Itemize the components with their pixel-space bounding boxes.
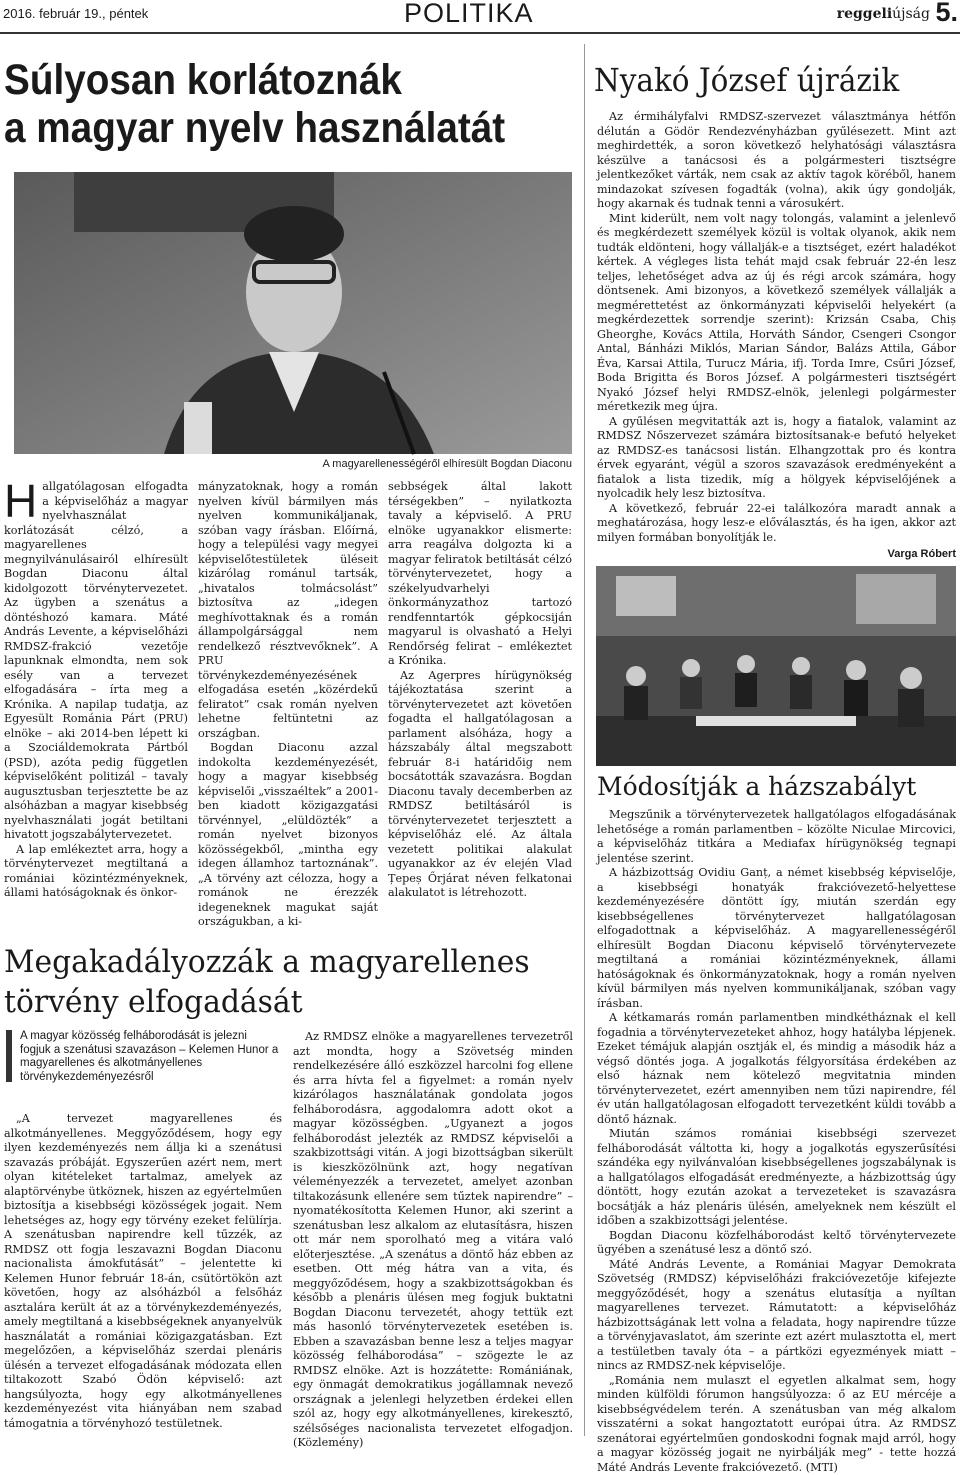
main-article-col2 [198,480,378,900]
header-rule [0,32,960,34]
bottom-headline-line1: Megakadályozzák a magyarellenes [4,942,561,982]
headline-line1: Súlyosan korlátoznák [4,56,526,104]
brand-logo [837,6,930,22]
photo-illustration [14,172,572,454]
main-headline [4,56,526,152]
bottom-lead: A magyar közösség felháborodását is jelezni fogjuk a szenátusi szavazáson – Kelemen Hunor a magyarellenes és alkotmányellenes törvénykezdeményezésről [20,1030,280,1084]
nyako-p4: A következő, február 22-ei találkozóra maradt annak a meghatározása, hogy lesz-e előválasztás, és ha igen, akkor azt milyen formában bonyolítják le. [597,502,956,546]
main-article-col3 [388,480,572,900]
main-col1-p2: A lap emlékeztet arra, hogy a törvénytervezet megtiltaná a romániai közintézményeknek, állami hatóságoknak és önkor- [4,843,188,901]
brand-bold: reggeli [837,6,892,22]
nyako-body [597,110,956,550]
nyako-p3: A gyűlésen megvitatták azt is, hogy a fiatalok, valamint az RMDSZ Nőszervezet számára biztosítsanak-e befutó helyeket az RMDSZ-es tanácsosi listán. Elhangzottak pro és kontra érvek egyaránt, végül a szoros szavazások eredményeként a fiatalok a lista tizedik, míg a hölgyek képviselőjének a nyolcadik hely lesz biztosítva. [597,415,956,502]
main-article-col1 [4,480,188,900]
meeting-photo [596,566,956,766]
nyako-author: Varga Róbert [760,548,956,560]
hazszabaly-p4: Miután számos romániai kisebbségi szervezet felháborodását váltotta ki, hogy a jogalkotás egyszerűsítési szándéka egy nyilvánvalóan kisebbségellenes jogszabálynak is a hallgatólagos elfogadását eredményezte, a házbizottság úgy döntött, hogy ezután azokat a tervezeteket is szavazásra bocsátják a ház plenáris ülésén, amelyeknek nem készült el időben a szakbizottsági jelentése. [597,1127,956,1229]
column-rule [584,44,585,1436]
nyako-headline: Nyakó József újrázik [594,60,931,100]
bottom-headline [4,942,561,1022]
hazszabaly-p2: A házbizottság Ovidiu Ganț, a német kisebbség képviselője, a kisebbségi honatyák frakcióvezető-helyettese kezdeményezésére döntött így, miután szerdán egy kisebbségellenes törvénytervezet hallgatólagosan elfogadottnak a képviselőház. A magyarellenességéről elhíresült Bogdan Diaconu képviselő törvénytervezete megtiltaná a romániai közintézményeknek, állami hatóságoknak és önkormányzatoknak, hogy a román nyelven kívül bármilyen más nyelven kommunikáljanak, szóban vagy írásban. [597,866,956,1011]
hazszabaly-headline: Módosítják a házszabályt [597,770,960,804]
nyako-p1: Az érmihályfalvi RMDSZ-szervezet választmánya hétfőn délután a Gödör Rendezvényházban gyűlésezett. Mint azt meghirdették, a soron következő helyhatósági választásra készülve a tanácsosi és a polgármesteri tisztségre jelentkezőket várták, nem csak az aktív tagok köréből, hanem mindazokat szívesen fogadták (volna), akik úgy gondolják, hogy akarnak és tudnak tenni a városukért. [597,110,956,212]
meeting-illustration [596,566,956,766]
headline-line2: a magyar nyelv használatát [4,104,526,152]
nyako-p2: Mint kiderült, nem volt nagy tolongás, valamint a jelenlevő és megkérdezett személyek közül is voltak olyanok, akik nem tudták eldönteni, hogy vállalják-e a tisztséget, ezért haladékot kértek. A végleges lista tehát majd csak február 22-én lesz teljes, lehetőséget adva az új és régi arcok számára, hogy döntsenek. Ami bizonyos, a következő személyek vállalják a megmérettetést az önkormányzati képviselői helyekért (a megkérdezettek sorrendje szerint): Krizsán Csaba, Chiș Gheorghe, Kovács Attila, Horváth Sándor, Csengeri Csongor Antal, Bánházi Miklós, Marian Sándor, Balázs Attila, Gábor Éva, Karsai Attila, Turucz Mária, ifj. Torda Imre, Csűri József, Boda Brigitta és Boros József. A polgármesteri tisztségért Nyakó József helyi RMDSZ-elnök, jelenlegi polgármester méretkezik meg újra. [597,212,956,415]
brand-rest: újság [892,6,930,22]
dropcap: H [4,482,37,520]
bottom-col2 [293,1030,573,1440]
politician-photo [14,172,572,454]
hazszabaly-body [597,808,956,1442]
hazszabaly-p5: Bogdan Diaconu közfelháborodást keltő törvénytervezete ügyében a szenátusé lesz a döntő szó. [597,1229,956,1258]
bottom-col1 [4,1112,282,1440]
bottom-col1-text: „A tervezet magyarellenes és alkotmányellenes. Meggyőződésem, hogy egy ilyen kezdeményezés nem állja ki a szenátusi szavazás próbáját. Egyszerűen azért nem, mert olyan kitételeket tartalmaz, amelyek az alaptörvénybe ütköznek, hiszen az egyértelműen biztosítja a kisebbségi közösségek jogait. Nem lehetséges az, hogy egy törvény ezeket felülírja. A szenátusban napirendre kell tűzzék, az RMDSZ ott fogja leszavazni Bogdan Diaconu nacionalista ámokfutását” – jelentette ki Kelemen Hunor február 18-án, csütörtökön azt követően, hogy az alsóházból a felsőház asztalára került át az a törvénykezdeményezés, amely megtiltaná a kisebbségeknek anyanyelvük használatát a romániai közigazgatásban. Ezt megelőzően, a képviselőház szerdai plenáris ülésén a tervezet elfogadásának módozata ellen tiltakozott Szabó Ödön képviselő: azt hangsúlyozta, hogy egy alkotmányellenes kezdeményezést vita hiányában nem szabad támogatnia a törvényhozó testületnek. [4,1112,282,1431]
hazszabaly-p7: „Románia nem mulaszt el egyetlen alkalmat sem, hogy minden külföldi fórumon hangsúlyozza: ő az EU mércéje a kisebbségvédelem terén. A szenátusban van még alkalom visszatérni a sokat hangoztatott európai útra. Az RMDSZ szenátorai egyértelműen gondoskodni fognak majd arról, hogy a magyar közösség jogait ne nyirbálják meg” - tette hozzá Máté András Levente frakcióvezető. (MTI) [597,1374,956,1475]
photo-caption: A magyarellenességéről elhíresült Bogdan Diaconu [300,458,572,470]
header-date: 2016. február 19., péntek [3,6,148,21]
main-col2-p2: Bogdan Diaconu azzal indokolta kezdeményezését, hogy a magyar kisebbség képviselői „visszaéltek” a 2001-ben kiadott közigazgatási törvénnyel, „elüldözték” a román nyelvet bizonyos közösségekből, „mintha egy idegen államhoz tartoznának”. „A törvény azt célozza, hogy a románok ne érezzék idegeneknek magukat saját országukban, a ki- [198,741,378,930]
main-col3-p2: Az Agerpres hírügynökség tájékoztatása szerint a törvénytervezetet azt követően fogadta el hallgatólagosan a parlament alsóháza, hogy a házszabály által megszabott február 8-i határidőig nem bocsátották szavazásra. Bogdan Diaconu tavaly decemberben az RMDSZ betiltásáról is törvénytervezetet terjesztett a képviselőház elé. Az általa vezetett politikai alakulat ugyanakkor az év elején Vlad Țepeș Őrjárat néven felkatonai alakulatot is létrehozott. [388,669,572,901]
hazszabaly-p6: Máté András Levente, a Romániai Magyar Demokrata Szövetség (RMDSZ) képviselőházi frakcióvezetője kifejezte meggyőződését, hogy a szenátus elutasítja a nyíltan magyarellenes tervezet. Rámutatott: a képviselőház házbizottságának lett volna a feladata, hogy napirendre tűzze a törvényjavaslatot, ám szerinte ezt azért mulasztotta el, mert a testületben tavaly óta – a pártközi egyezmények miatt – nincs az RMDSZ-nek képviselője. [597,1258,956,1374]
main-col3-p1: sebbségek által lakott térségekben” – nyilatkozta tavaly a képviselő. A PRU elnöke ugyanakkor elismerte: arra reagálva dolgozta ki a magyar feliratok betiltását célzó törvénytervezetet, hogy a székelyudvarhelyi önkormányzathoz tartozó rendfenntartók gépkocsiján magyarul is olvasható a Helyi Rendőrség felirat – emlékeztet a Krónika. [388,480,572,669]
section-name: POLITIKA [404,0,534,29]
hazszabaly-p1: Megszűnik a törvénytervezetek hallgatólagos elfogadásának lehetősége a román parlamentben – közölte Niculae Mircovici, a képviselőház titkára a Mediafax hírügynökség tegnapi jelentése szerint. [597,808,956,866]
hazszabaly-p3: A kétkamarás román parlamentben mindkétháznak el kell fogadnia a törvénytervezeteket ahhoz, hogy hatályba lépjenek. Ezeket témájuk alapján osztják el, és mindig a második ház a végső döntés joga. A jogalkotás félgyorsítása érdekében az első háznak nem kötelező megvitatnia minden törvénytervezetet, ezért amennyiben nem tűzi napirendre, fél év után hallgatólagosan elfogadott tervezetként küldi tovább a döntő háznak. [597,1011,956,1127]
bottom-col2-text: Az RMDSZ elnöke a magyarellenes tervezetről azt mondta, hogy a Szövetség minden rendelkezésére álló eszközzel harcolni fog ellene és arra hívta fel a figyelmet: a román nyelv kizárólagos használatának gondolata jogos felháborodásra, aggodalomra adott okot a magyar közösségben. „Ugyanezt a jogos felháborodást jelezték az RMDSZ képviselői a szakbizottsági vitán. A jogi bizottságban sikerült is kieszközölnünk azt, hogy negatívan véleményezzék a tervezetet, amelyet azonban tiltakozásunk ellenére sem tűztek napirendre” – nyomatékosította Kelemen Hunor, aki szerint a szenátusban lesz alkalom az elutasításra, hiszen ott már nem sporolható meg a vitára való előterjesztése. „A szenátus a döntő ház ebben az esetben. Ott még hátra van a vita, és meggyőződésem, hogy a szakbizottságokban és később a plenáris ülésen meg fogjuk buktatni Bogdan Diaconu tervezetét, ahogy tettük ezt más hasonló törvénytervezetek esetében is. Ebben a szavazásban benne lesz a teljes magyar közösség felháborodása” – szögezte le az RMDSZ elnöke. Azt is hozzátette: Romániának, egy önmagát demokratikus jogállamnak nevező országnak a jelenlegi helyzetben érdekei ellen szól az, hogy egy alkotmányellenes, kirekesztő, szélsőséges nacionalista tervezetet elfogadjon. (Közlemény) [293,1030,573,1451]
main-col2-p1: mányzatoknak, hogy a román nyelven kívül bármilyen más nyelven kommunikáljanak, szóban vagy írásban. Előírná, hogy a települési vagy megyei képviselőtestületek üléseit kizárólag románul tartsák, „hivatalos tolmácsolást” biztosítva az „idegen meghívottaknak és a román állampolgársággal nem rendelkező résztvevőknek”. A PRU törvénykezdeményezésének elfogadása esetén „közérdekű feliratot” csak román nyelven lehetne feltüntetni az országban. [198,480,378,741]
page-number: 5. [935,0,958,28]
bottom-headline-line2: törvény elfogadását [4,982,561,1022]
main-col1-p1: allgatólagosan elfogadta a képviselőház a magyar nyelvhasználat korlátozását célzó, a magyarellenes megnyilvánulásairól elhíresült Bogdan Diaconu által kidolgozott törvénytervezetet. Az ügyben a szenátus a döntéshozó kamara. Máté András Levente, a képviselőházi RMDSZ-frakció vezetője lapunknak elmondta, nem sok esély van a tervezet elfogadására – írta meg a Krónika. A napilap tudatja, az Egyesült Románia Párt (PRU) elnöke – aki 2014-ben lépett ki a Szociáldemokrata Pártból (PSD), azóta pedig független képviselőként politizál – tavaly augusztusban terjesztette be az alsóházban a magyar kisebbség nyelvhasználati jogát betiltani hivatott jogszabálytervezetet. [4,480,188,843]
lead-bar [6,1030,12,1082]
